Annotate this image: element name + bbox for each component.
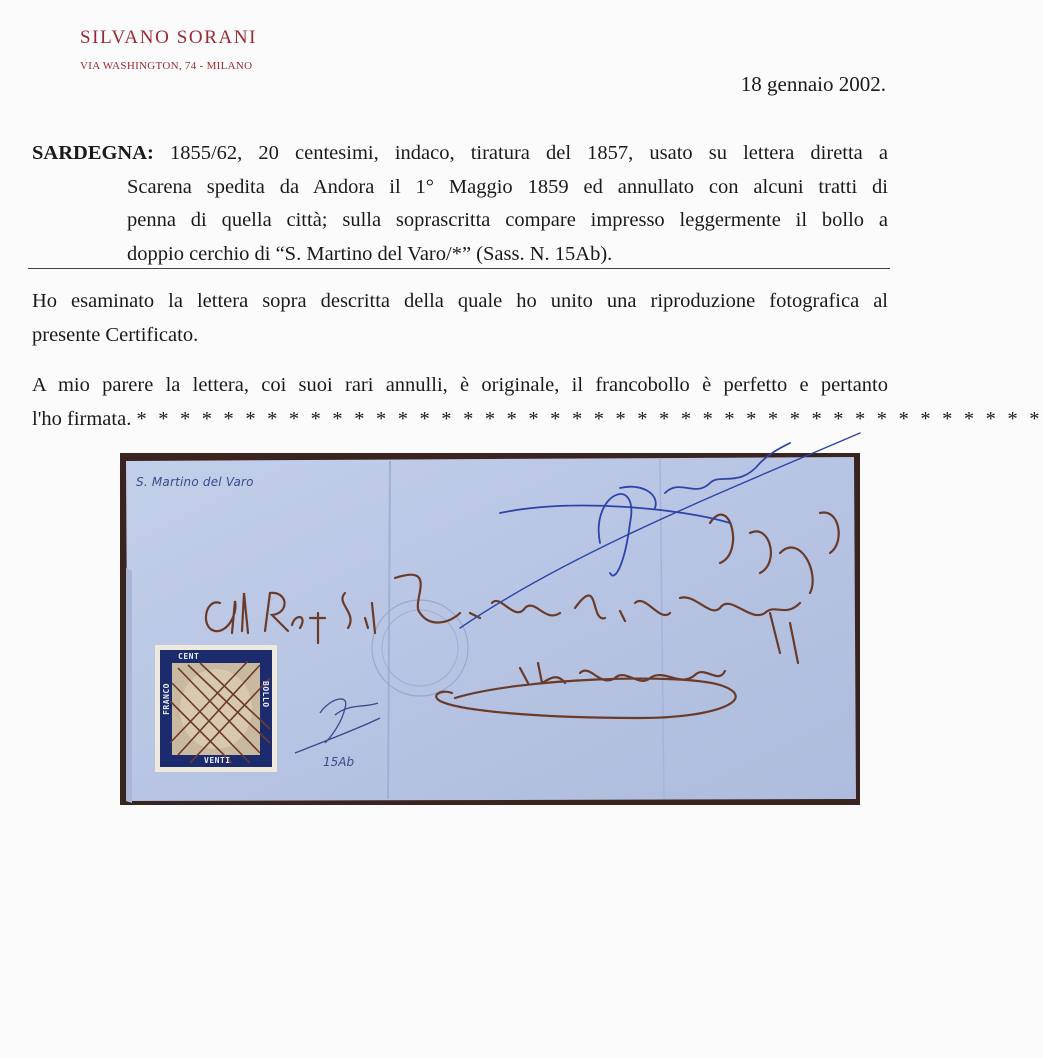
paper-edge xyxy=(126,568,132,803)
stamp-inscription: BOLLO xyxy=(261,681,270,708)
certificate-date: 18 gennaio 2002. xyxy=(740,72,886,96)
paragraph-line xyxy=(32,403,1043,437)
postmark-annotation: S. Martino del Varo xyxy=(136,475,254,489)
catalogue-annotation: 15Ab xyxy=(323,755,355,769)
signed-text: l'ho firmata. xyxy=(32,407,132,430)
letter-photograph xyxy=(120,453,860,805)
expert-name: SILVANO SORANI xyxy=(80,27,258,48)
stamp-inscription: FRANCO xyxy=(162,683,171,715)
paragraph-line: Ho esaminato la lettera sopra descritta della quale ho unito una riproduzione fotografica al xyxy=(32,290,888,312)
examination-paragraph xyxy=(32,285,888,352)
letter-image xyxy=(120,453,860,805)
postage-stamp xyxy=(155,645,277,772)
stamp-inscription: VENTI xyxy=(204,756,231,765)
description-lead: SARDEGNA: xyxy=(32,142,154,164)
star-row: * * * * * * * * * * * * * * * * * * * * * * * * * * * * * * * * * * * * * * * * * * xyxy=(136,407,1043,430)
opinion-paragraph xyxy=(32,369,1043,436)
description-line: Scarena spedita da Andora il 1° Maggio 1859 ed annullato con alcuni tratti di xyxy=(127,175,888,198)
description-line: doppio cerchio di “S. Martino del Varo/*” (Sass. N. 15Ab). xyxy=(127,242,613,265)
stamp-inscription: CENT xyxy=(178,652,200,661)
description-line: penna di quella città; sulla soprascritta compare impresso leggermente il bollo a xyxy=(127,209,888,231)
divider xyxy=(28,268,890,269)
description-line: 1855/62, 20 centesimi, indaco, tiratura del 1857, usato su lettera diretta a xyxy=(169,142,888,164)
paragraph-line: presente Certificato. xyxy=(32,323,199,346)
stamp-description xyxy=(32,137,888,271)
expert-address: VIA WASHINGTON, 74 - MILANO xyxy=(80,60,253,72)
paragraph-line: A mio parere la lettera, coi suoi rari annulli, è originale, il francobollo è perfetto e pertanto xyxy=(32,374,888,396)
